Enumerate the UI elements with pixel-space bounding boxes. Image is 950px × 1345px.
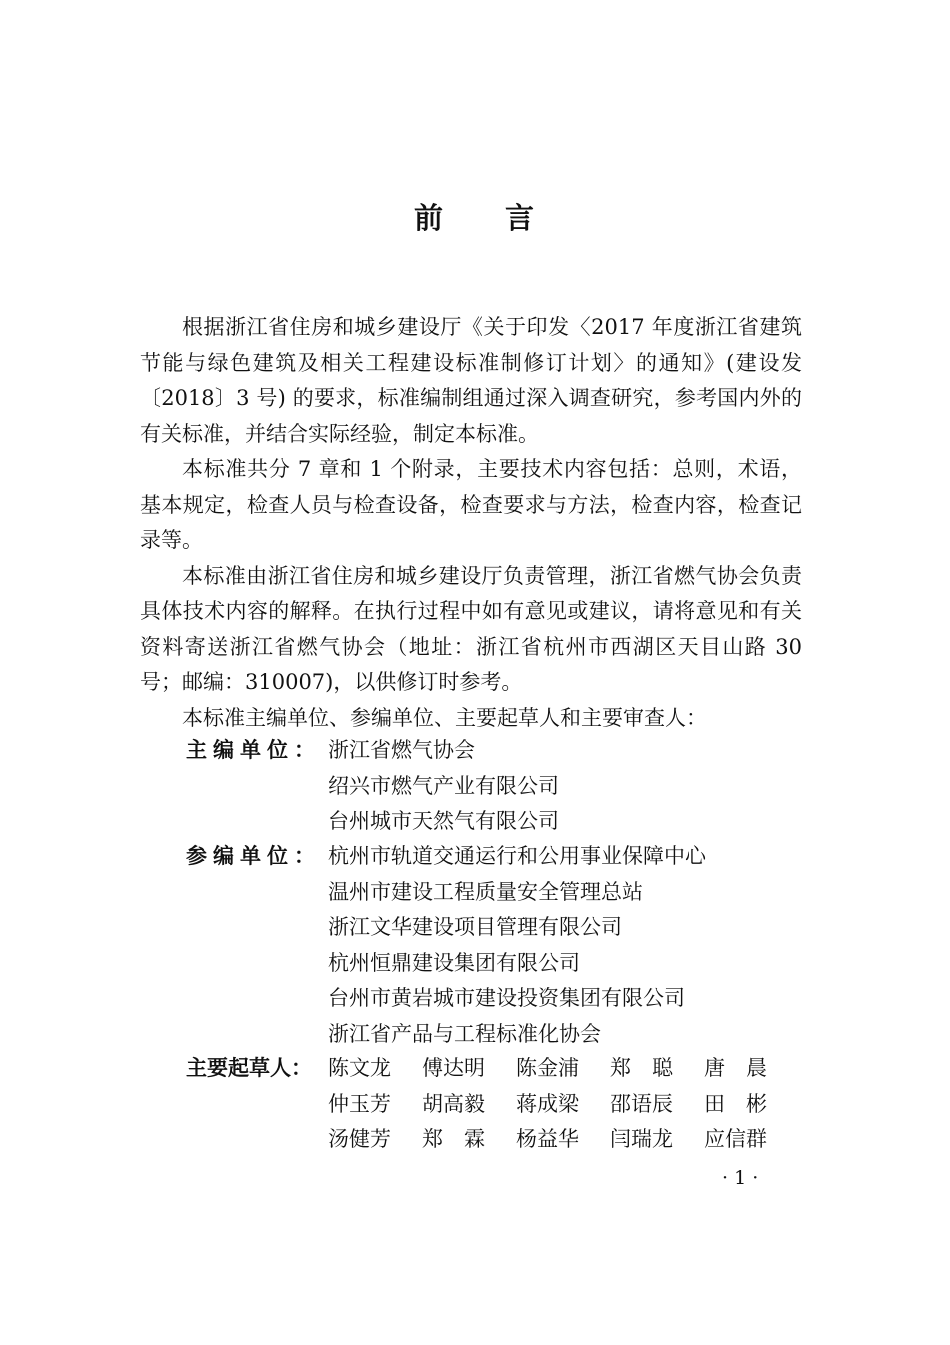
chief-units-label: 主编单位： xyxy=(186,738,321,762)
list-item: 杭州市轨道交通运行和公用事业保障中心 xyxy=(328,844,706,868)
preface-body xyxy=(140,310,802,736)
title-char-2: 言 xyxy=(505,201,537,235)
drafter-name: 陈文龙 xyxy=(328,1056,391,1080)
page-number: · 1 · xyxy=(722,1167,759,1189)
list-item: 温州市建设工程质量安全管理总站 xyxy=(328,879,643,904)
drafters-section xyxy=(186,1051,806,1158)
drafter-name: 郑 聪 xyxy=(610,1056,673,1080)
list-row xyxy=(186,1051,806,1087)
drafter-name: 田 彬 xyxy=(704,1091,767,1116)
drafter-name: 闫瑞龙 xyxy=(610,1127,673,1151)
title-char-1: 前 xyxy=(413,201,445,235)
names-row xyxy=(328,1087,798,1123)
drafters-label: 主要起草人： xyxy=(186,1056,312,1080)
drafter-name: 胡高毅 xyxy=(422,1091,485,1116)
page-title xyxy=(0,196,950,237)
list-row xyxy=(186,804,806,840)
list-row xyxy=(186,981,806,1017)
names-row xyxy=(328,1122,798,1158)
drafter-name: 邵语辰 xyxy=(610,1091,673,1116)
paragraph-2: 本标准共分 7 章和 1 个附录，主要技术内容包括：总则，术语，基本规定，检查人员与检查设备，检查要求与方法，检查内容，检查记录等。 xyxy=(140,457,802,552)
drafter-name: 杨益华 xyxy=(516,1127,579,1151)
paragraph-3: 本标准由浙江省住房和城乡建设厅负责管理，浙江省燃气协会负责具体技术内容的解释。在执行过程中如有意见或建议，请将意见和有关资料寄送浙江省燃气协会（地址：浙江省杭州市西湖区天目山路 30 号；邮编：310007)，以供修订时参考。 xyxy=(140,563,802,694)
list-item: 浙江省产品与工程标准化协会 xyxy=(328,1021,601,1046)
drafter-name: 蒋成梁 xyxy=(516,1091,579,1116)
list-item: 台州城市天然气有限公司 xyxy=(328,809,559,833)
paragraph-4: 本标准主编单位、参编单位、主要起草人和主要审查人： xyxy=(182,705,707,730)
list-row xyxy=(186,946,806,982)
names-row xyxy=(328,1051,798,1087)
drafter-name: 傅达明 xyxy=(422,1056,485,1080)
list-item: 台州市黄岩城市建设投资集团有限公司 xyxy=(328,986,685,1010)
list-row xyxy=(186,733,806,769)
list-row xyxy=(186,875,806,911)
participating-units-label: 参编单位： xyxy=(186,844,321,868)
chief-units-section xyxy=(186,733,806,840)
drafter-name: 唐 晨 xyxy=(704,1056,767,1080)
list-row xyxy=(186,1017,806,1053)
list-row xyxy=(186,910,806,946)
list-item: 浙江省燃气协会 xyxy=(328,738,475,762)
drafter-name: 应信群 xyxy=(704,1127,767,1151)
drafter-name: 郑 霖 xyxy=(422,1127,485,1151)
drafter-name: 陈金浦 xyxy=(516,1056,579,1080)
list-row xyxy=(186,1087,806,1123)
paragraph-1: 根据浙江省住房和城乡建设厅《关于印发〈2017 年度浙江省建筑节能与绿色建筑及相关工程建设标准制修订计划〉的通知》(建设发〔2018〕3 号) 的要求，标准编制组通过深入调查研究，参考国内外的有关标准，并结合实际经验，制定本标准。 xyxy=(140,315,802,446)
list-item: 杭州恒鼎建设集团有限公司 xyxy=(328,950,580,975)
list-item: 浙江文华建设项目管理有限公司 xyxy=(328,915,622,939)
drafter-name: 仲玉芳 xyxy=(328,1091,391,1116)
participating-units-section xyxy=(186,839,806,1052)
list-row xyxy=(186,1122,806,1158)
list-row xyxy=(186,769,806,805)
list-row xyxy=(186,839,806,875)
list-item: 绍兴市燃气产业有限公司 xyxy=(328,773,559,798)
drafter-name: 汤健芳 xyxy=(328,1127,391,1151)
